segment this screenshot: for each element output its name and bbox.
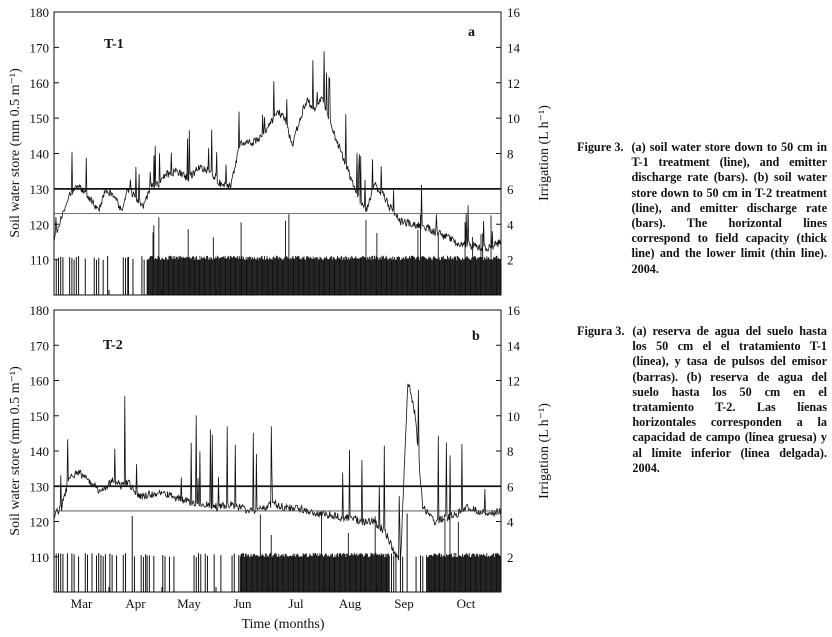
left-tick-label: 170 — [29, 40, 49, 56]
panel-a-irrigation-bars — [54, 214, 501, 295]
right-tick-label: 16 — [507, 5, 520, 20]
panel-a-y-left-label: Soil water store (mm 0.5 m⁻¹) — [8, 68, 23, 238]
panel-a — [8, 5, 552, 295]
month-label: Mar — [70, 596, 93, 611]
month-label: Oct — [456, 596, 476, 611]
left-tick-label: 180 — [29, 303, 49, 318]
panel-a-letter: a — [468, 25, 475, 40]
left-tick-label: 150 — [29, 111, 49, 127]
soil-water-series — [54, 51, 501, 251]
right-tick-label: 8 — [507, 444, 514, 459]
left-tick-label: 120 — [29, 514, 49, 530]
panel-b-y-right-label: Irrigation (L h⁻¹) — [537, 403, 552, 499]
panel-b-y-left-label: Soil water store (mm 0.5 m⁻¹) — [8, 366, 23, 536]
panel-b — [8, 303, 552, 632]
caption-english-text: (a) soil water store down to 50 cm in T-1 treatment (line), and emitter discharge rate (bars). (b) soil water store down to 50 cm in T-2 treatment (line), and emitter discharge rate (bars). The horizontal lines correspond to field capacity (thick line) and the lower limit (thin line). 2004. — [631, 140, 827, 276]
month-label: Jun — [233, 596, 252, 611]
panel-a-soil-water-line — [54, 51, 501, 251]
right-tick-label: 12 — [507, 75, 520, 91]
right-tick-label: 2 — [507, 549, 514, 565]
left-tick-label: 180 — [29, 5, 49, 20]
caption-english-label: Figure 3. — [577, 140, 624, 154]
right-tick-label: 10 — [507, 111, 520, 127]
right-tick-label: 10 — [507, 408, 520, 424]
right-tick-label: 6 — [507, 181, 514, 197]
month-label: Apr — [125, 596, 146, 611]
caption-spanish-label: Figura 3. — [577, 324, 625, 338]
left-tick-label: 110 — [29, 252, 49, 268]
left-tick-label: 130 — [29, 181, 49, 197]
right-tick-label: 4 — [507, 514, 514, 530]
left-tick-label: 140 — [29, 444, 49, 459]
right-tick-label: 6 — [507, 479, 514, 495]
panel-a-frame — [54, 12, 501, 295]
panel-b-right-axis — [496, 303, 521, 565]
panel-b-treatment-label: T-2 — [103, 338, 123, 353]
x-axis-label: Time (months) — [241, 617, 325, 632]
left-tick-label: 110 — [29, 549, 49, 565]
soil-water-series — [54, 384, 501, 562]
month-label: May — [177, 596, 201, 611]
right-tick-label: 4 — [507, 217, 514, 233]
panel-a-right-axis — [496, 5, 521, 268]
panel-a-y-right-label: Irrigation (L h⁻¹) — [537, 105, 552, 201]
panel-b-irrigation-bars — [54, 512, 501, 592]
left-tick-label: 120 — [29, 217, 49, 233]
caption-spanish — [577, 324, 827, 476]
panel-a-treatment-label: T-1 — [104, 37, 124, 52]
right-tick-label: 2 — [507, 252, 514, 268]
left-tick-label: 170 — [29, 338, 49, 354]
left-tick-label: 140 — [29, 146, 49, 162]
right-tick-label: 12 — [507, 373, 520, 389]
left-tick-label: 130 — [29, 479, 49, 495]
panel-b-month-ticks — [71, 596, 476, 611]
right-tick-label: 16 — [507, 303, 520, 318]
panel-b-left-axis — [30, 303, 60, 565]
caption-spanish-text: (a) reserva de agua del suelo hasta los 50 cm el el tratamiento T-1 (línea), y tasa de pulsos del emisor (barras). (b) reserva de agua del suelo hasta los 50 cm en el tratamiento T-2. Las líenas horizontales corresponden a la capacidad de campo (línea gruesa) y al límite inferior (línea delgada). 2004. — [632, 324, 827, 475]
left-tick-label: 160 — [29, 75, 49, 91]
right-tick-label: 14 — [507, 40, 520, 56]
month-label: Jul — [288, 596, 304, 611]
panel-a-left-axis — [30, 5, 60, 268]
left-tick-label: 150 — [29, 408, 49, 424]
month-label: Sep — [394, 596, 414, 611]
caption-english — [577, 140, 827, 277]
left-tick-label: 160 — [29, 373, 49, 389]
panel-b-letter: b — [472, 329, 480, 344]
right-tick-label: 8 — [507, 146, 514, 162]
month-label: Aug — [338, 596, 362, 611]
panel-b-soil-water-line — [54, 384, 501, 562]
right-tick-label: 14 — [507, 338, 520, 354]
